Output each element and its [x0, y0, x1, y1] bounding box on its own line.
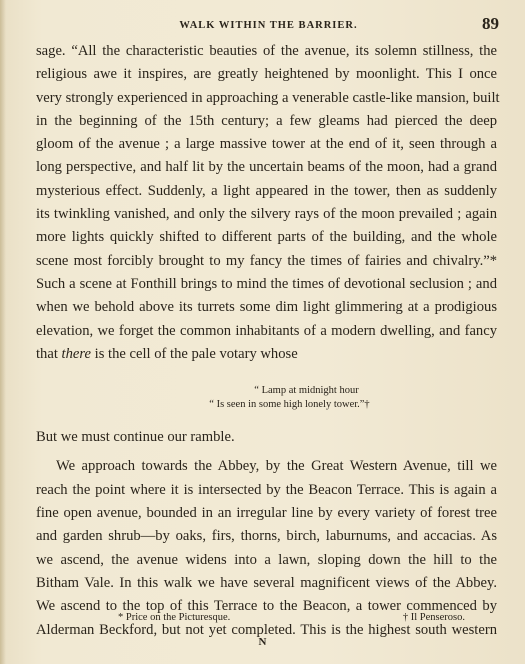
verse-quotation: [36, 384, 497, 412]
text-fragment: is the cell of the pale votary whose: [91, 345, 298, 362]
text-line: its twinkling vanished, and only the silvery rays of the moon prevailed ; again: [36, 206, 497, 223]
text-line: in the beginning of the 15th century; a few gleams had pierced the deep: [36, 112, 497, 129]
text-line: mysterious effect. Suddenly, a light appeared in the tower, then as suddenly: [36, 182, 497, 199]
text-line: we ascend, the avenue widens into a lawn, sloping down the hill to the: [36, 551, 497, 568]
footnote-price: * Price on the Picturesque.: [118, 612, 231, 623]
transition-paragraph: [36, 426, 497, 449]
text-line: Bitham Vale. In this walk we have several magnificent views of the Abbey.: [36, 574, 497, 591]
text-line: fine open avenue, bounded in an irregular line by every variety of forest tree: [36, 505, 497, 522]
text-line: [36, 343, 497, 366]
text-fragment: that: [36, 345, 62, 362]
italic-word: there: [61, 345, 91, 362]
text-line: sage. “All the characteristic beauties of the avenue, its solemn stillness, the: [36, 43, 497, 59]
text-line: elevation, we forget the common inhabitants of a modern dwelling, and fancy: [36, 322, 497, 339]
text-line: We approach towards the Abbey, by the Great Western Avenue, till we: [56, 458, 497, 475]
text-line: long perspective, and half lit by the uncertain beams of the moon, had a grand: [36, 159, 497, 176]
body-text: [36, 40, 500, 642]
paragraph-1: [36, 40, 500, 366]
footnotes: [118, 612, 465, 623]
text-line: Alderman Beckford, but not yet completed. This is the highest south western: [36, 621, 497, 638]
text-line: more lights quickly shifted to different parts of the building, and the whole: [36, 229, 497, 246]
text-line: Such a scene at Fonthill brings to mind the times of devotional seclusion ; and: [36, 275, 497, 292]
text-line: But we must continue our ramble.: [36, 429, 235, 446]
footnote-penseroso: † Il Penseroso.: [402, 612, 465, 623]
quote-line: “ Lamp at midnight hour: [254, 385, 359, 397]
page-header: [34, 14, 503, 36]
signature-mark: N: [258, 636, 267, 648]
running-head: WALK WITHIN THE BARRIER.: [179, 20, 358, 31]
text-line: gloom of the avenue ; a large massive tower at the end of it, seen through a: [36, 136, 497, 153]
text-line: We ascend to the top of this Terrace to the Beacon, a tower commenced by: [36, 598, 497, 615]
text-line: when we behold above its turrets some dim light glimmering at a prodigious: [36, 299, 497, 316]
text-line: very strongly experienced in approaching a venerable castle-like mansion, built: [36, 89, 500, 106]
text-line: religious awe it inspires, are greatly heightened by moonlight. This I once: [36, 66, 497, 83]
page-edge-shadow: [0, 0, 6, 664]
text-line: scene most forcibly brought to my fancy the times of fairies and chivalry.”*: [36, 252, 497, 269]
text-line: and garden shrub—by oaks, firs, thorns, birch, laburnums, and accacias. As: [36, 528, 497, 545]
quote-line: “ Is seen in some high lonely tower.”†: [209, 399, 370, 411]
text-line: reach the point where it is intersected by the Beacon Terrace. This is again a: [36, 481, 497, 498]
page-number: 89: [482, 14, 499, 33]
